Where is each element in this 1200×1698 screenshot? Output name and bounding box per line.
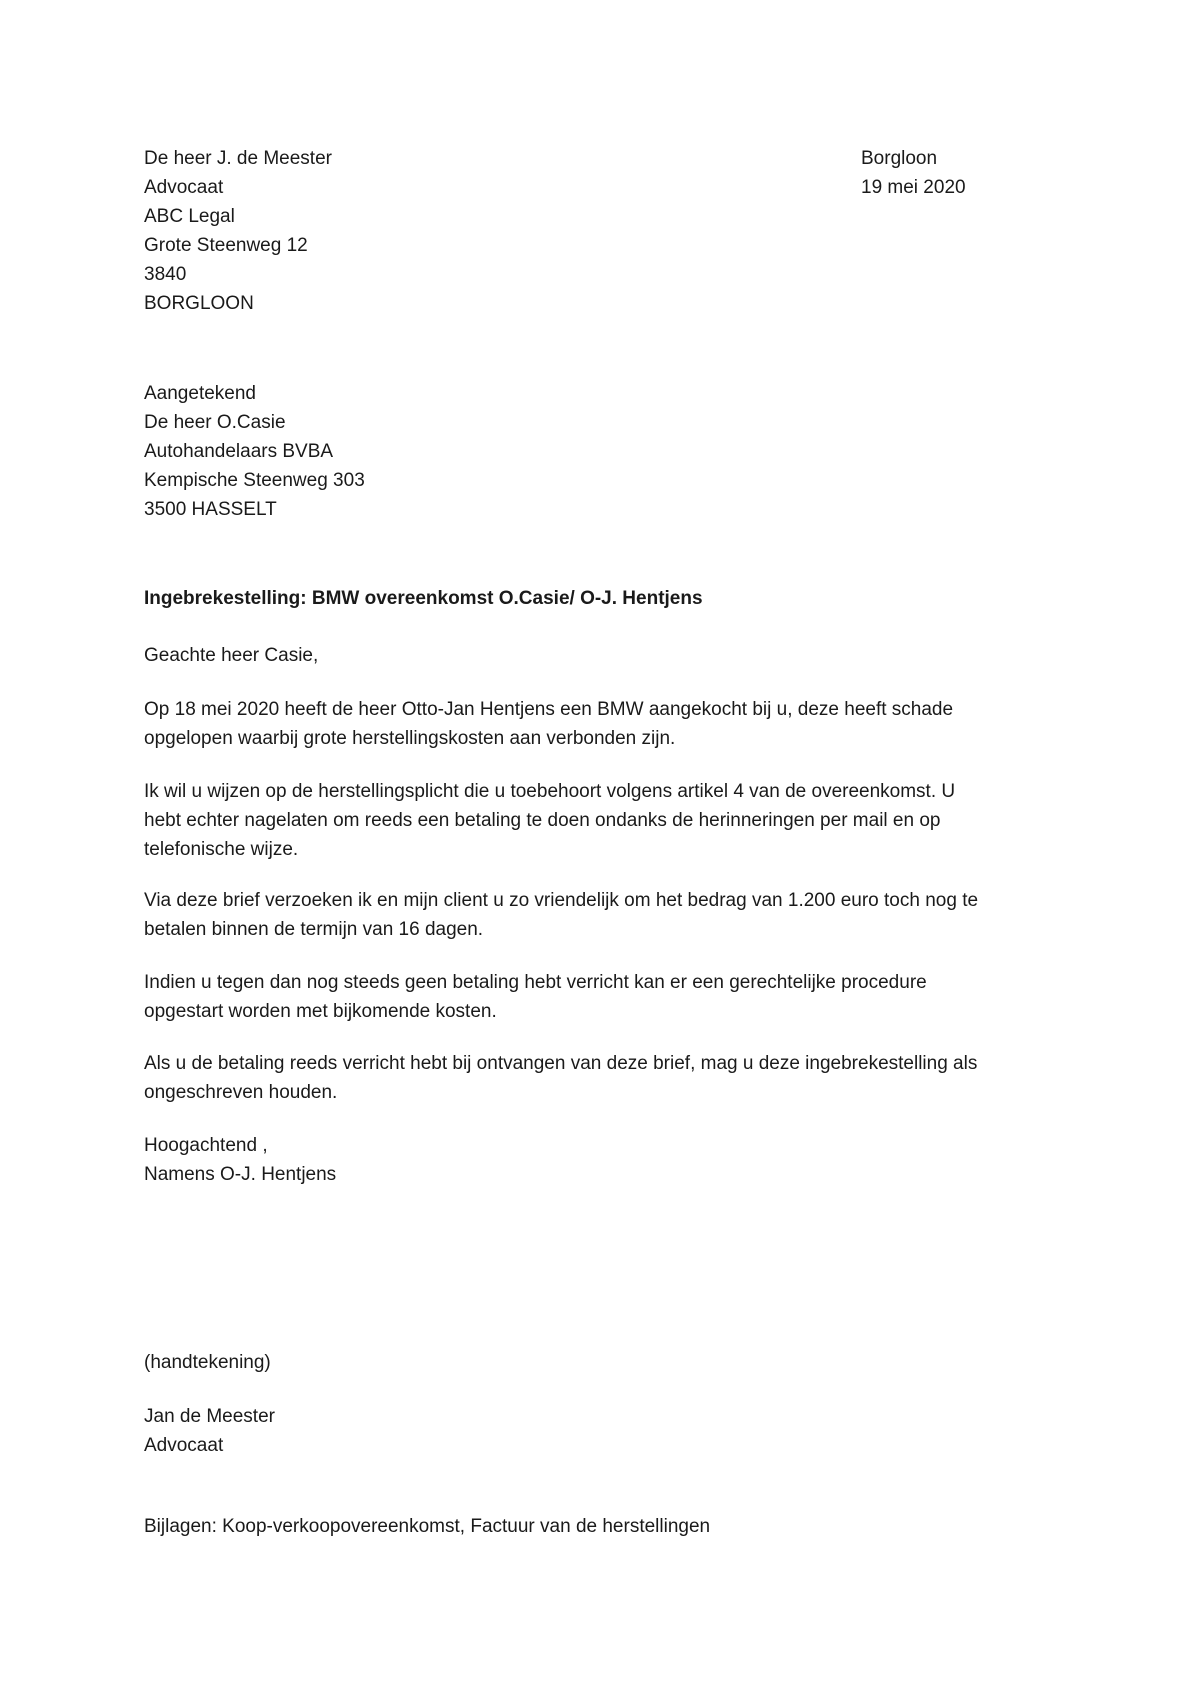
paragraph-line: opgelopen waarbij grote herstellingskosten aan verbonden zijn.	[144, 728, 676, 749]
paragraph-line: Op 18 mei 2020 heeft de heer Otto-Jan Hentjens een BMW aangekocht bij u, deze heeft schade	[144, 699, 954, 720]
paragraph-line: betalen binnen de termijn van 16 dagen.	[144, 919, 484, 940]
paragraph-line: Als u de betaling reeds verricht hebt bij ontvangen van deze brief, mag u deze ingebrekestelling als	[144, 1053, 978, 1074]
sender-postcode: 3840	[144, 264, 187, 285]
recipient-company: Autohandelaars BVBA	[144, 441, 334, 462]
recipient-street: Kempische Steenweg 303	[144, 470, 365, 491]
letter-date: 19 mei 2020	[861, 177, 966, 198]
closing	[144, 1131, 336, 1189]
paragraph-line: Via deze brief verzoeken ik en mijn client u zo vriendelijk om het bedrag van 1.200 euro toch nog te	[144, 890, 979, 911]
paragraph-line: Ik wil u wijzen op de herstellingsplicht die u toebehoort volgens artikel 4 van de overeenkomst. U	[144, 781, 956, 802]
paragraph-line: telefonische wijze.	[144, 839, 299, 860]
salutation: Geachte heer Casie,	[144, 645, 319, 666]
paragraph-5	[144, 1049, 1064, 1107]
signature-placeholder: (handtekening)	[144, 1352, 271, 1373]
sender-name: De heer J. de Meester	[144, 148, 332, 169]
letter-subject: Ingebrekestelling: BMW overeenkomst O.Casie/ O-J. Hentjens	[144, 588, 703, 609]
on-behalf-of: Namens O-J. Hentjens	[144, 1164, 337, 1185]
letter-place: Borgloon	[861, 148, 938, 169]
signer	[144, 1402, 275, 1460]
recipient-name: De heer O.Casie	[144, 412, 286, 433]
recipient-city: 3500 HASSELT	[144, 499, 277, 520]
sender-title: Advocaat	[144, 177, 224, 198]
paragraph-3	[144, 886, 1064, 944]
recipient-address	[144, 379, 365, 524]
sender-city: BORGLOON	[144, 293, 254, 314]
paragraph-line: hebt echter nagelaten om reeds een betaling te doen ondanks de herinneringen per mail en op	[144, 810, 941, 831]
closing-greeting: Hoogachtend ,	[144, 1135, 268, 1156]
signer-title: Advocaat	[144, 1435, 224, 1456]
sender-address	[144, 144, 332, 318]
sender-firm: ABC Legal	[144, 206, 235, 227]
paragraph-1	[144, 695, 1064, 753]
paragraph-line: Indien u tegen dan nog steeds geen betaling hebt verricht kan er een gerechtelijke procedure	[144, 972, 927, 993]
paragraph-line: ongeschreven houden.	[144, 1082, 338, 1103]
sender-street: Grote Steenweg 12	[144, 235, 308, 256]
paragraph-4	[144, 968, 1064, 1026]
delivery-method: Aangetekend	[144, 383, 256, 404]
place-and-date	[861, 144, 966, 202]
paragraph-2	[144, 777, 1064, 864]
paragraph-line: opgestart worden met bijkomende kosten.	[144, 1001, 497, 1022]
enclosures: Bijlagen: Koop-verkoopovereenkomst, Factuur van de herstellingen	[144, 1516, 711, 1537]
signer-name: Jan de Meester	[144, 1406, 275, 1427]
